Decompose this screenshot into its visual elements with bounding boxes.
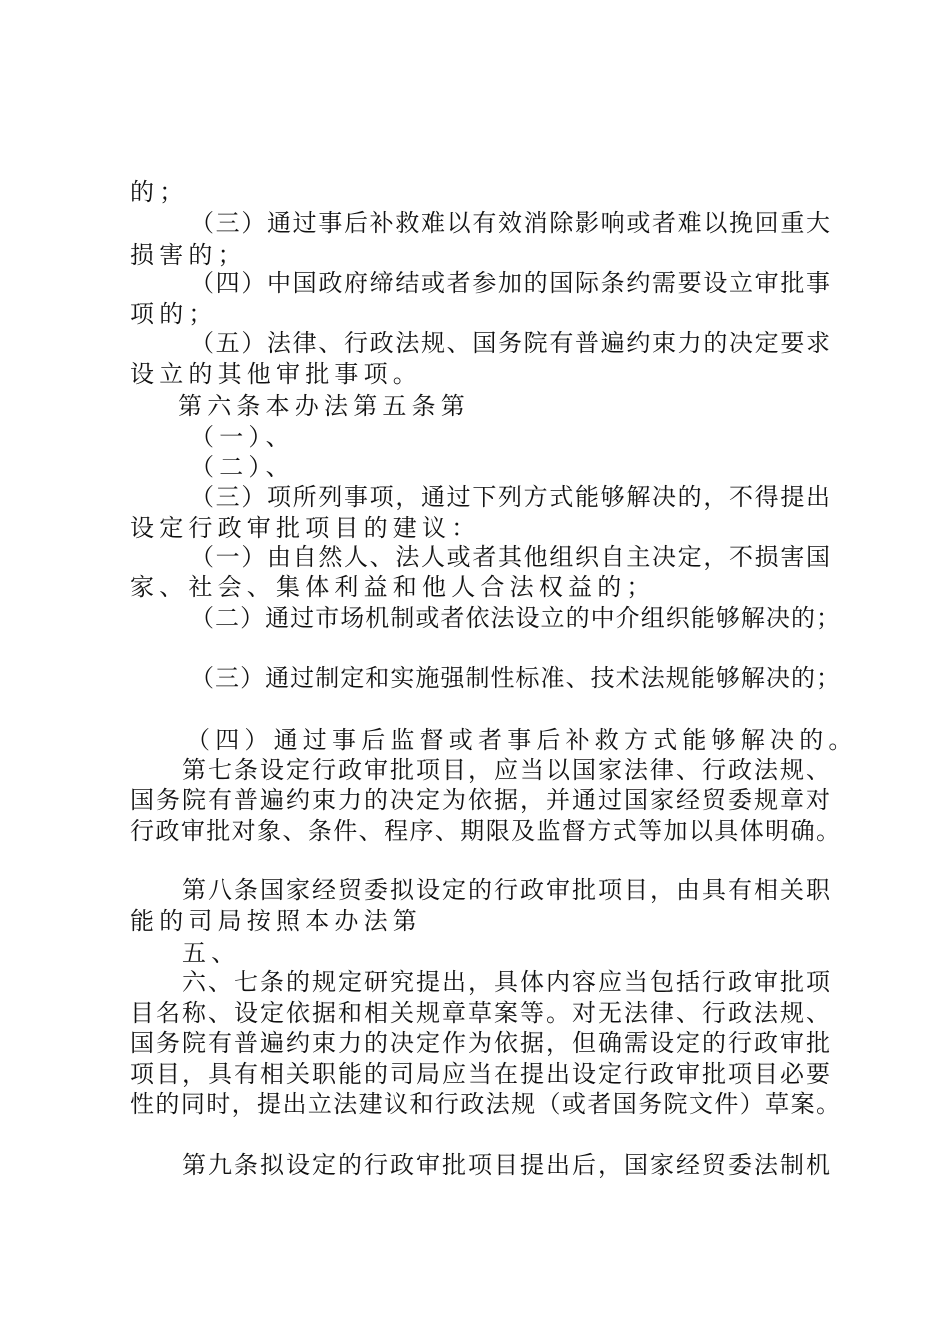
text-line: （四）通过事后监督或者事后补救方式能够解决的。 bbox=[186, 726, 858, 754]
text-line: （一）由自然人、法人或者其他组织自主决定，不损害国 bbox=[190, 543, 830, 571]
text-line: 设定行政审批项目的建议： bbox=[130, 514, 481, 542]
text-line: （五）法律、行政法规、国务院有普遍约束力的决定要求 bbox=[190, 329, 830, 357]
text-line: （二）、 bbox=[190, 453, 295, 481]
text-line: 目名称、设定依据和相关规章草案等。对无法律、行政法规、 bbox=[130, 999, 830, 1027]
text-line: 第八条国家经贸委拟设定的行政审批项目，由具有相关职 bbox=[182, 876, 830, 904]
text-line: 性的同时，提出立法建议和行政法规（或者国务院文件）草案。 bbox=[130, 1090, 840, 1118]
text-line: （二）通过市场机制或者依法设立的中介组织能够解决的； bbox=[190, 604, 840, 632]
text-line: 国务院有普遍约束力的决定为依据，并通过国家经贸委规章对 bbox=[130, 786, 830, 814]
text-line: （一）、 bbox=[190, 423, 295, 451]
text-line: （三）项所列事项，通过下列方式能够解决的，不得提出 bbox=[190, 483, 830, 511]
text-line: 设立的其他审批事项。 bbox=[130, 360, 422, 388]
text-line: 五、 bbox=[182, 939, 241, 967]
text-line: 第九条拟设定的行政审批项目提出后，国家经贸委法制机 bbox=[182, 1151, 830, 1179]
text-line: 家、社会、集体利益和他人合法权益的； bbox=[130, 573, 656, 601]
text-line: 的； bbox=[130, 178, 189, 206]
text-line: 行政审批对象、条件、程序、期限及监督方式等加以具体明确。 bbox=[130, 817, 840, 845]
text-line: 能的司局按照本办法第 bbox=[130, 907, 422, 935]
text-line: （三）通过制定和实施强制性标准、技术法规能够解决的； bbox=[190, 664, 840, 692]
text-line: （三）通过事后补救难以有效消除影响或者难以挽回重大 bbox=[190, 209, 830, 237]
text-line: 损害的； bbox=[130, 241, 247, 269]
text-line: 第六条本办法第五条第 bbox=[178, 392, 470, 420]
text-line: 项的； bbox=[130, 300, 218, 328]
text-line: （四）中国政府缔结或者参加的国际条约需要设立审批事 bbox=[190, 269, 830, 297]
text-line: 国务院有普遍约束力的决定作为依据，但确需设定的行政审批 bbox=[130, 1029, 830, 1057]
text-line: 六、七条的规定研究提出，具体内容应当包括行政审批项 bbox=[182, 968, 830, 996]
text-line: 项目，具有相关职能的司局应当在提出设定行政审批项目必要 bbox=[130, 1060, 830, 1088]
text-line: 第七条设定行政审批项目，应当以国家法律、行政法规、 bbox=[182, 756, 830, 784]
